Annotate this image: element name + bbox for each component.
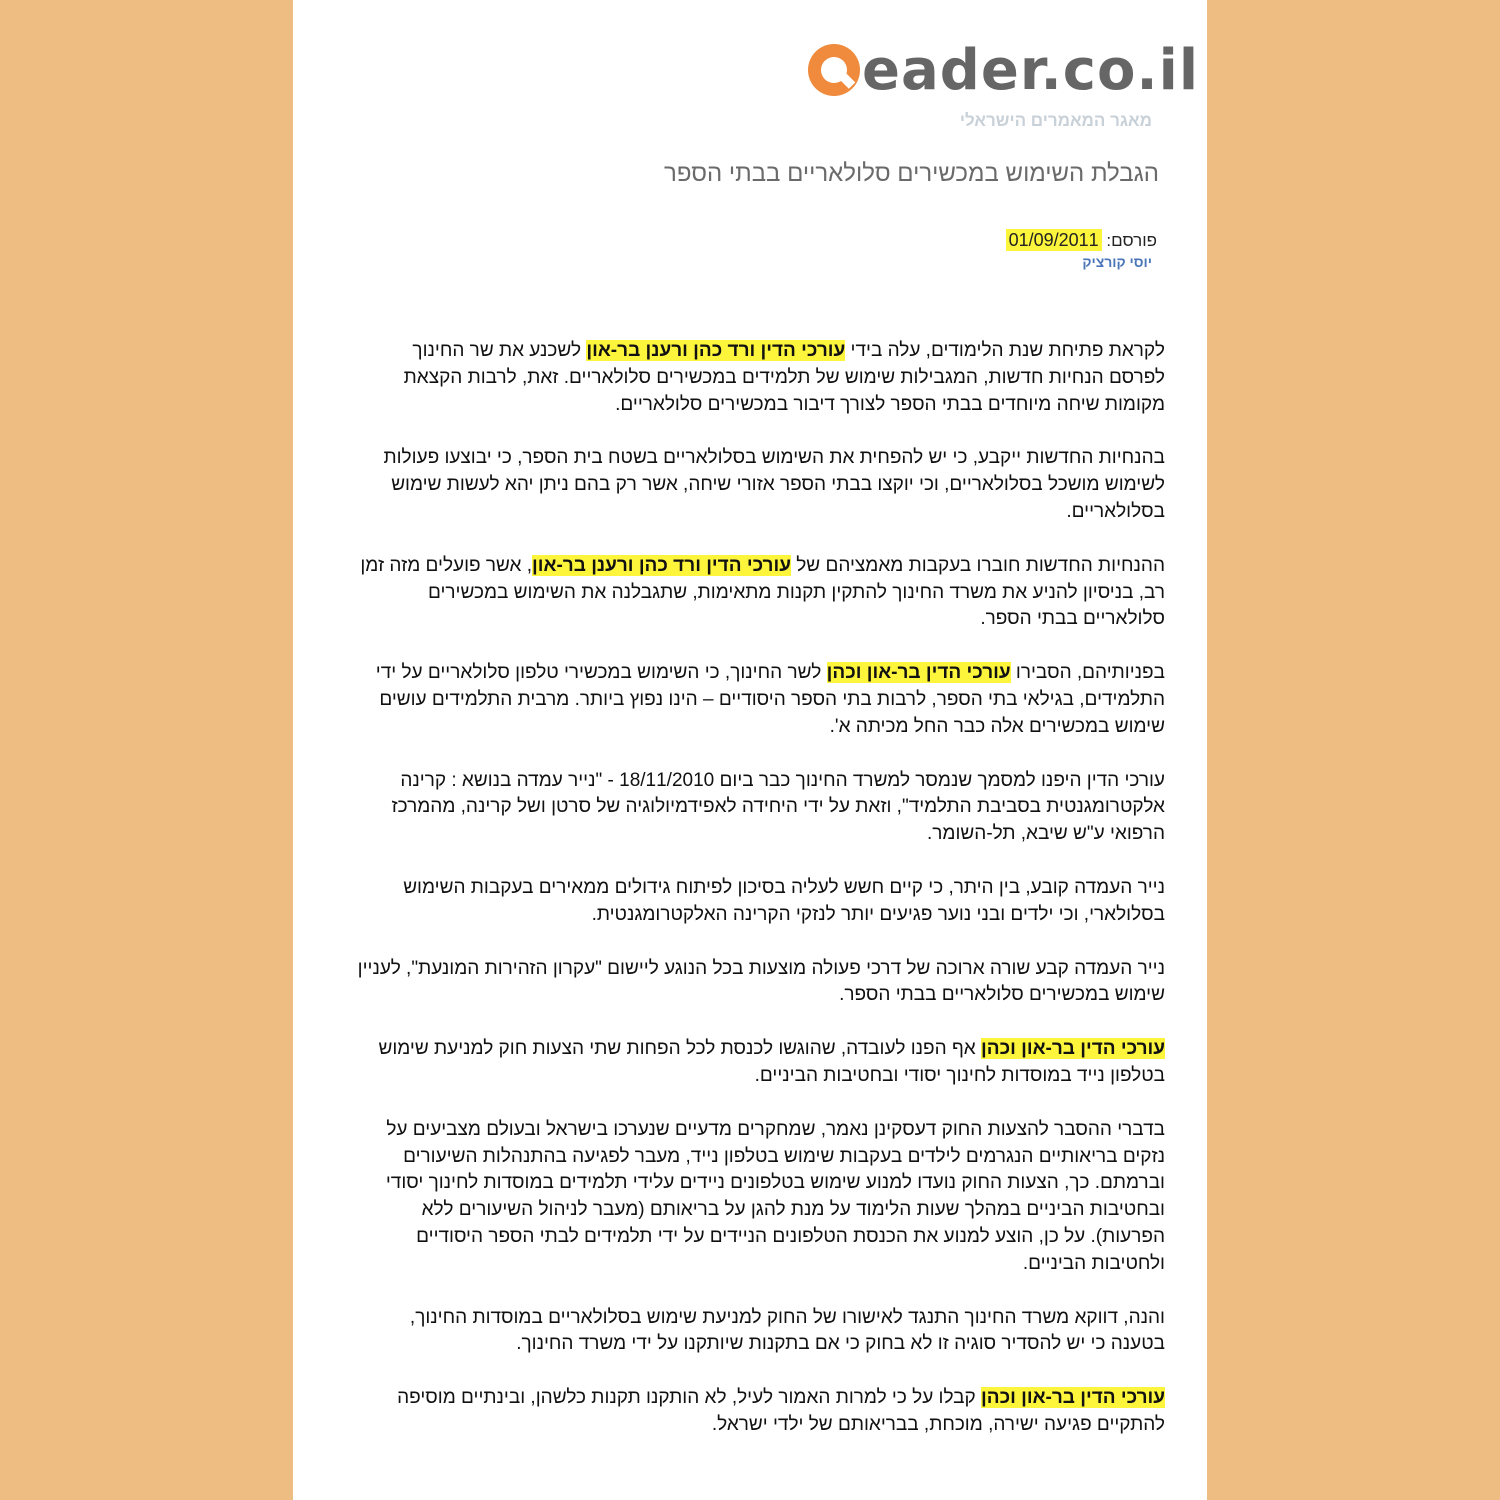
paragraph-text: , אשר פועלים מזה זמן רב, בניסיון להניע את משרד החינוך להתקין תקנות מתאימות, שתגבלנה את השימוש במכשירים סלולאריים בבתי הספר. xyxy=(360,554,1165,630)
paragraph-text: בדברי ההסבר להצעות החוק דעסקינן נאמר, שמחקרים מדעיים שנערכו בישראל ובעולם מצביעים על נזקים בריאותיים הנגרמים לילדים בעקבות שימוש בטלפון נייד, מעבר לפגיעה בהתנהלות השיעורים וברמתם. כך, הצעות החוק נועדו למנוע שימוש בטלפונים ניידים עלידי תלמידים במוסדות לחינוך יסודי ובחטיבות הביניים במהלך שעות הלימוד על מנת להגן על בריאותם (מעבר לניהול השיעורים ללא הפרעות). על כן, הוצע למנוע את הכנסת הטלפונים הניידים על ידי תלמידים לבתי הספר היסודיים ולחטיבות הביניים. xyxy=(385,1118,1165,1274)
article-paragraph xyxy=(357,553,1165,633)
article-paragraph xyxy=(357,875,1165,929)
paragraph-text: בהנחיות החדשות ייקבע, כי יש להפחית את השימוש בסלולאריים בשטח בית הספר, כי יבוצעו פעולות לשימוש מושכל בסלולאריים, וכי יוקצו בבתי הספר אזורי שיחה, אשר רק בהם ניתן יהא לעשות שימוש בסלולאריים. xyxy=(383,447,1165,522)
published-label: פורסם: xyxy=(1106,231,1157,250)
article-body xyxy=(357,338,1165,1466)
paragraph-text: ההנחיות החדשות חוברו בעקבות מאמציהם של xyxy=(790,554,1165,576)
highlighted-lawyers-names: עורכי הדין בר-און וכהן xyxy=(981,1387,1165,1409)
highlighted-lawyers-names: עורכי הדין בר-און וכהן xyxy=(826,662,1011,684)
paragraph-text: עורכי הדין היפנו למסמך שנמסר למשרד החינוך כבר ביום 18/11/2010 - "נייר עמדה בנושא : קרינה אלקטרומגנטית בסביבת התלמיד", וזאת על ידי היחידה לאפידמיולוגיה של סרטן ושל קרינה, מהמרכז הרפואי ע"ש שיבא, תל-השומר. xyxy=(391,769,1165,845)
highlighted-lawyers-names: עורכי הדין ורד כהן ורענן בר-און xyxy=(532,554,791,576)
article-paragraph xyxy=(357,445,1165,525)
article-title: הגבלת השימוש במכשירים סלולאריים בבתי הספר xyxy=(664,160,1159,187)
site-logo[interactable] xyxy=(808,38,1199,104)
author-link[interactable]: יוסי קורציק xyxy=(1082,254,1152,270)
published-line xyxy=(1006,226,1157,255)
article-paragraph xyxy=(357,1117,1165,1278)
published-date: 01/09/2011 xyxy=(1006,229,1102,251)
highlighted-lawyers-names: עורכי הדין בר-און וכהן xyxy=(981,1038,1165,1060)
paragraph-text: לקראת פתיחת שנת הלימודים, עלה בידי xyxy=(845,340,1165,361)
article-paragraph xyxy=(357,338,1165,418)
paragraph-text: נייר העמדה קבע שורה ארוכה של דרכי פעולה מוצעות בכל הנוגע ליישום "עקרון הזהירות המונעת", לעניין שימוש במכשירים סלולאריים בבתי הספר. xyxy=(357,957,1165,1006)
article-paragraph xyxy=(357,956,1165,1010)
paragraph-text: לשכנע את שר החינוך לפרסם הנחיות חדשות, המגבילות שימוש של תלמידים במכשירים סלולאריים. זאת, לרבות הקצאת מקומות שיחה מיוחדים בבתי הספר לצורך דיבור במכשירים סלולאריים. xyxy=(403,340,1165,415)
paragraph-text: אף הפנו לעובדה, שהוגשו לכנסת לכל הפחות שתי הצעות חוק למניעת שימוש בטלפון נייד במוסדות לחינוך יסודי ובחטיבות הביניים. xyxy=(378,1038,1165,1086)
logo-r-icon xyxy=(808,44,860,96)
paragraph-text: נייר העמדה קובע, בין היתר, כי קיים חשש לעליה בסיכון לפיתוח גידולים ממאירים בעקבות השימוש בסלולארי, וכי ילדים ובני נוער פגיעים יותר לנזקי הקרינה האלקטרומגנטית. xyxy=(403,876,1165,925)
article-paragraph xyxy=(357,660,1165,740)
paragraph-text: בפניותיהם, הסבירו xyxy=(1010,662,1165,684)
article-paragraph xyxy=(357,1036,1165,1090)
paragraph-text: קבלו על כי למרות האמור לעיל, לא הותקנו תקנות כלשהן, ובינתיים מוסיפה להתקיים פגיעה ישירה, מוכחת, בבריאותם של ילדי ישראל. xyxy=(397,1387,1165,1435)
highlighted-lawyers-names: עורכי הדין ורד כהן ורענן בר-און xyxy=(586,340,846,361)
site-tagline: מאגר המאמרים הישראלי xyxy=(959,111,1152,130)
article-paragraph xyxy=(357,768,1165,848)
paragraph-text: והנה, דווקא משרד החינוך התנגד לאישורו של החוק למניעת שימוש בסלולאריים במוסדות החינוך, בטענה כי יש להסדיר סוגיה זו לא בחוק כי אם בתקנות שיותקנו על ידי משרד החינוך. xyxy=(409,1306,1165,1355)
document-page xyxy=(293,0,1207,1500)
paragraph-text: לשר החינוך, כי השימוש במכשירי טלפון סלולאריים על ידי התלמידים, בגילאי בתי הספר, לרבות בתי הספר היסודיים – הינו נפוץ ביותר. מרבית התלמידים עושים שימוש במכשירים אלה כבר החל מכיתה א'. xyxy=(375,662,1165,737)
article-paragraph xyxy=(357,1305,1165,1359)
article-paragraph xyxy=(357,1385,1165,1439)
logo-text: eader.co.il xyxy=(862,38,1200,103)
